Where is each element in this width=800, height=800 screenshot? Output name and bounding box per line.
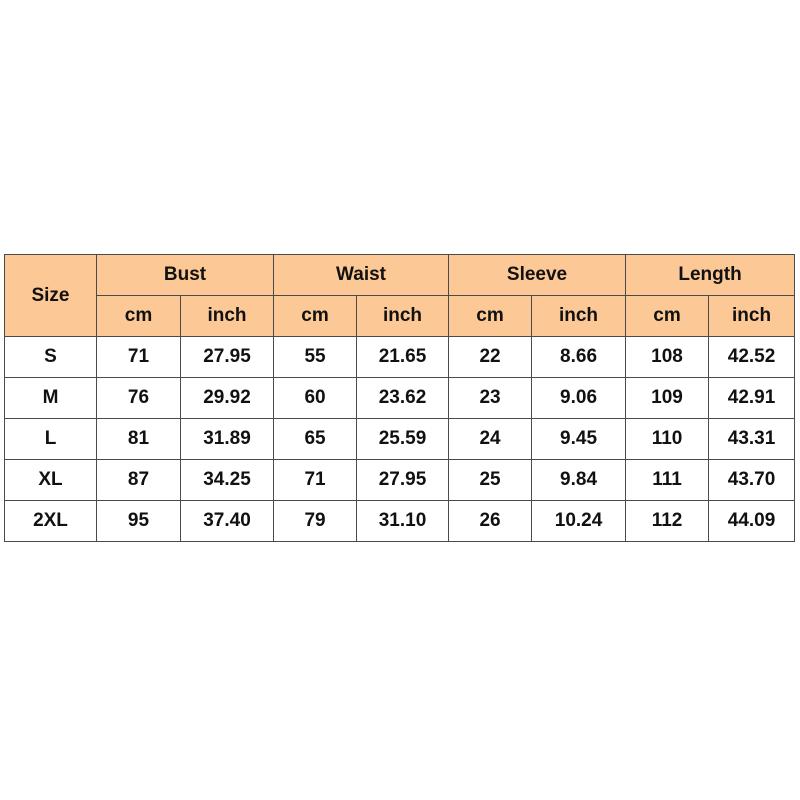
value-cell: 55 (274, 337, 357, 378)
unit-header: cm (626, 296, 709, 337)
value-cell: 108 (626, 337, 709, 378)
value-cell: 37.40 (181, 501, 274, 542)
value-cell: 43.31 (709, 419, 795, 460)
unit-header: cm (274, 296, 357, 337)
value-cell: 27.95 (357, 460, 449, 501)
value-cell: 8.66 (532, 337, 626, 378)
group-header-sleeve: Sleeve (449, 255, 626, 296)
value-cell: 65 (274, 419, 357, 460)
value-cell: 21.65 (357, 337, 449, 378)
value-cell: 26 (449, 501, 532, 542)
value-cell: 29.92 (181, 378, 274, 419)
table-row (5, 337, 795, 378)
value-cell: 60 (274, 378, 357, 419)
size-cell: 2XL (5, 501, 97, 542)
value-cell: 71 (97, 337, 181, 378)
value-cell: 9.06 (532, 378, 626, 419)
value-cell: 111 (626, 460, 709, 501)
value-cell: 44.09 (709, 501, 795, 542)
value-cell: 81 (97, 419, 181, 460)
value-cell: 87 (97, 460, 181, 501)
group-header-waist: Waist (274, 255, 449, 296)
value-cell: 23.62 (357, 378, 449, 419)
value-cell: 10.24 (532, 501, 626, 542)
value-cell: 31.89 (181, 419, 274, 460)
size-cell: L (5, 419, 97, 460)
size-cell: XL (5, 460, 97, 501)
value-cell: 43.70 (709, 460, 795, 501)
value-cell: 95 (97, 501, 181, 542)
value-cell: 24 (449, 419, 532, 460)
value-cell: 9.45 (532, 419, 626, 460)
table-body (5, 337, 795, 542)
unit-header: inch (532, 296, 626, 337)
group-header-length: Length (626, 255, 795, 296)
value-cell: 76 (97, 378, 181, 419)
value-cell: 109 (626, 378, 709, 419)
header-row-groups (5, 255, 795, 296)
value-cell: 31.10 (357, 501, 449, 542)
table-row (5, 378, 795, 419)
table-row (5, 419, 795, 460)
value-cell: 22 (449, 337, 532, 378)
table-row (5, 501, 795, 542)
unit-header: inch (357, 296, 449, 337)
value-cell: 42.52 (709, 337, 795, 378)
value-cell: 71 (274, 460, 357, 501)
header-row-units (5, 296, 795, 337)
size-header: Size (5, 255, 97, 337)
value-cell: 25 (449, 460, 532, 501)
value-cell: 27.95 (181, 337, 274, 378)
value-cell: 112 (626, 501, 709, 542)
unit-header: inch (181, 296, 274, 337)
value-cell: 79 (274, 501, 357, 542)
size-cell: M (5, 378, 97, 419)
value-cell: 25.59 (357, 419, 449, 460)
unit-header: inch (709, 296, 795, 337)
value-cell: 110 (626, 419, 709, 460)
unit-header: cm (97, 296, 181, 337)
table-header (5, 255, 795, 337)
value-cell: 34.25 (181, 460, 274, 501)
size-chart-table (4, 254, 795, 542)
unit-header: cm (449, 296, 532, 337)
group-header-bust: Bust (97, 255, 274, 296)
value-cell: 23 (449, 378, 532, 419)
value-cell: 9.84 (532, 460, 626, 501)
value-cell: 42.91 (709, 378, 795, 419)
table-row (5, 460, 795, 501)
size-cell: S (5, 337, 97, 378)
